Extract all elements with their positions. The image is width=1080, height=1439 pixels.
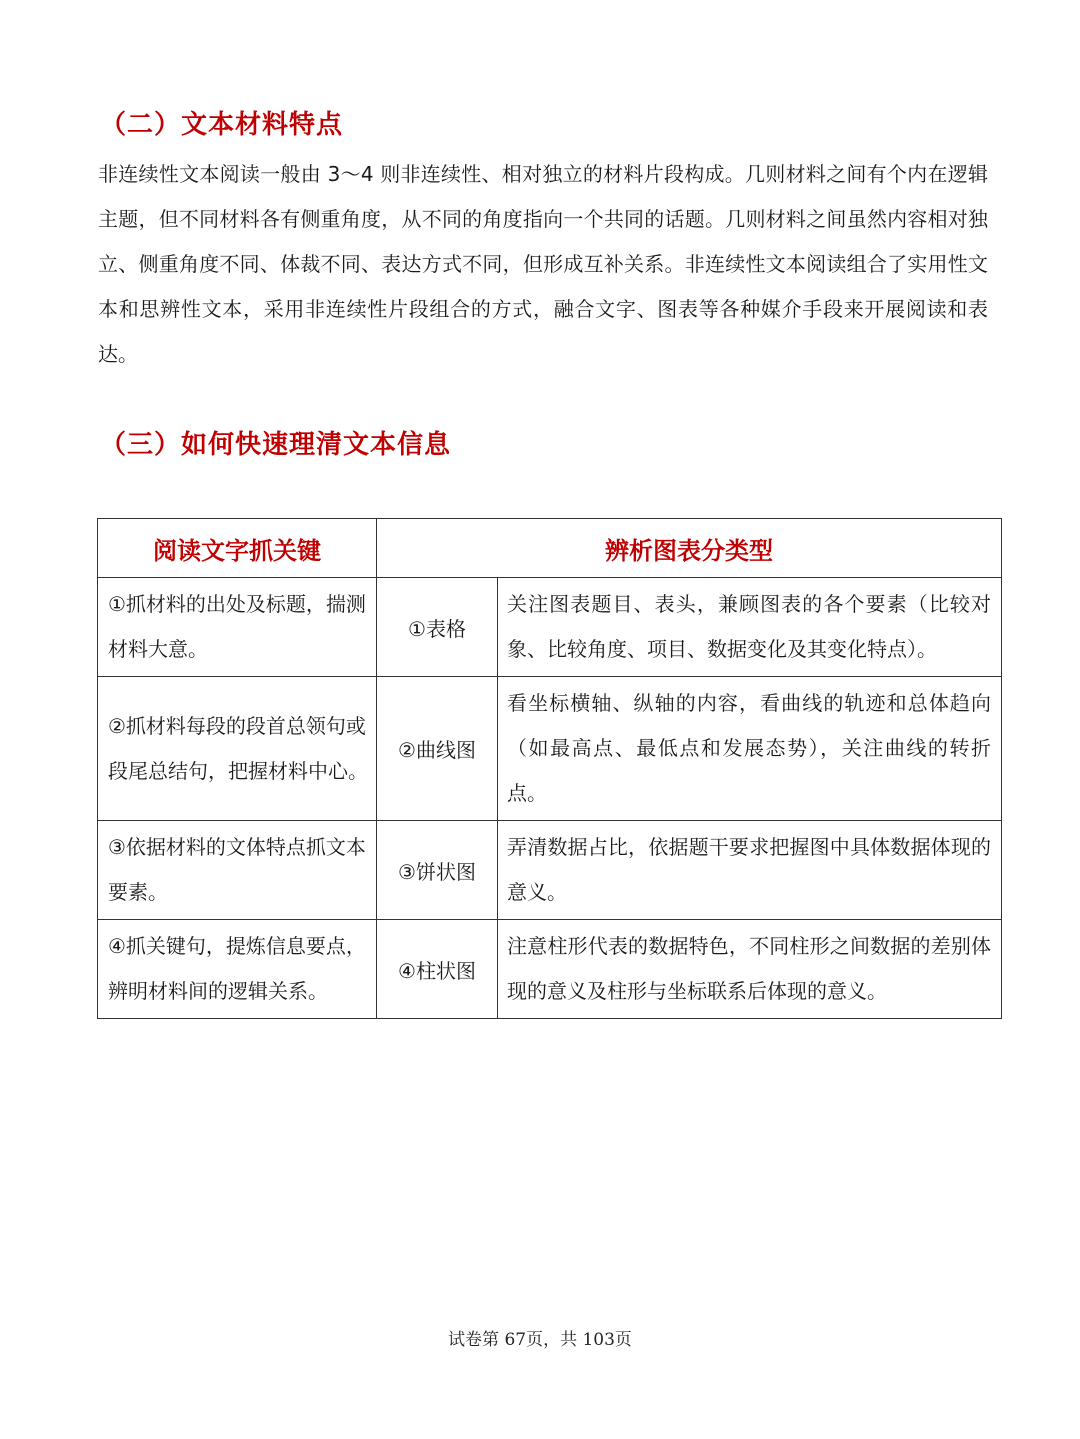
chart-tip-cell: 关注图表题目、表头，兼顾图表的各个要素（比较对象、比较角度、项目、数据变化及其变化特点）。 [498, 578, 1002, 677]
read-tip-cell: ③依据材料的文体特点抓文本要素。 [98, 821, 377, 920]
chart-type-cell: ③饼状图 [377, 821, 498, 920]
table-row [98, 677, 1002, 821]
chart-tip-cell: 弄清数据占比，依据题干要求把握图中具体数据体现的意义。 [498, 821, 1002, 920]
chart-type-cell: ①表格 [377, 578, 498, 677]
table-row [98, 821, 1002, 920]
chart-tip-cell: 看坐标横轴、纵轴的内容，看曲线的轨迹和总体趋向（如最高点、最低点和发展态势），关注曲线的转折点。 [498, 677, 1002, 821]
table-row [98, 920, 1002, 1019]
header-read-text: 阅读文字抓关键 [98, 519, 377, 578]
reading-methods-table [97, 518, 1002, 1019]
chart-type-cell: ④柱状图 [377, 920, 498, 1019]
table-row [98, 578, 1002, 677]
chart-tip-cell: 注意柱形代表的数据特色，不同柱形之间数据的差别体现的意义及柱形与坐标联系后体现的意义。 [498, 920, 1002, 1019]
table-header-row [98, 519, 1002, 578]
read-tip-cell: ①抓材料的出处及标题，揣测材料大意。 [98, 578, 377, 677]
section-two-heading: （二）文本材料特点 [100, 110, 344, 140]
chart-type-cell: ②曲线图 [377, 677, 498, 821]
header-chart-types: 辨析图表分类型 [377, 519, 1002, 578]
page-number-footer: 试卷第 67页，共 103页 [448, 1330, 632, 1350]
section-three-heading: （三）如何快速理清文本信息 [100, 430, 452, 460]
section-two-paragraph: 非连续性文本阅读一般由 3～4 则非连续性、相对独立的材料片段构成。几则材料之间有个内在逻辑主题，但不同材料各有侧重角度，从不同的角度指向一个共同的话题。几则材料之间虽然内容相对独立、侧重角度不同、体裁不同、表达方式不同，但形成互补关系。非连续性文本阅读组合了实用性文本和思辨性文本，采用非连续性片段组合的方式，融合文字、图表等各种媒介手段来开展阅读和表达。 [98, 162, 988, 366]
read-tip-cell: ②抓材料每段的段首总领句或段尾总结句，把握材料中心。 [98, 677, 377, 821]
read-tip-cell: ④抓关键句，提炼信息要点，辨明材料间的逻辑关系。 [98, 920, 377, 1019]
